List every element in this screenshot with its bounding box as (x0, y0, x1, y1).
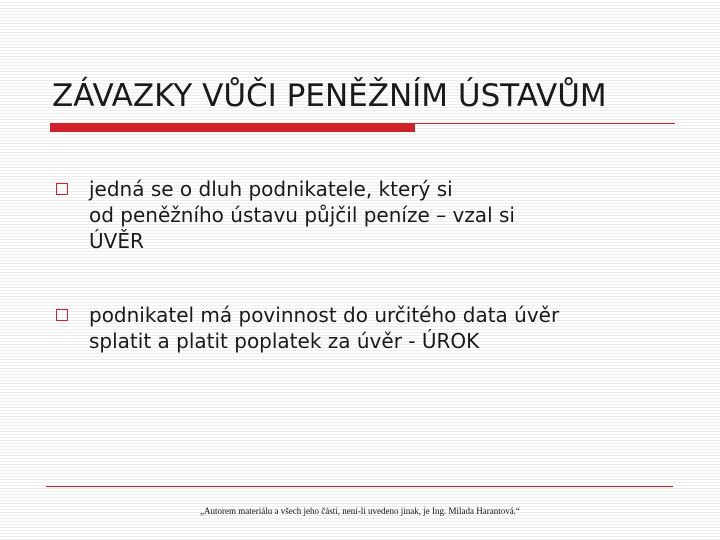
bullet-item-interest (56, 302, 686, 354)
hollow-square-icon (56, 309, 68, 321)
bullet-text: jedná se o dluh podnikatele, který si od peněžního ústavu půjčil peníze – vzal si ÚVĚR (89, 177, 515, 253)
bullet-item-loan (56, 176, 686, 254)
author-note: „Autorem materiálu a všech jeho částí, není-li uvedeno jinak, je Ing. Milada Harantová.“ (200, 506, 520, 516)
title-accent-bar (50, 124, 415, 132)
footer-divider (46, 486, 673, 487)
hollow-square-icon (56, 183, 68, 195)
slide-title: ZÁVAZKY VŮČI PENĚŽNÍM ÚSTAVŮM (52, 78, 607, 114)
bullet-list (56, 176, 686, 354)
bullet-text: podnikatel má povinnost do určitého data úvěr splatit a platit poplatek za úvěr - ÚROK (89, 303, 560, 353)
